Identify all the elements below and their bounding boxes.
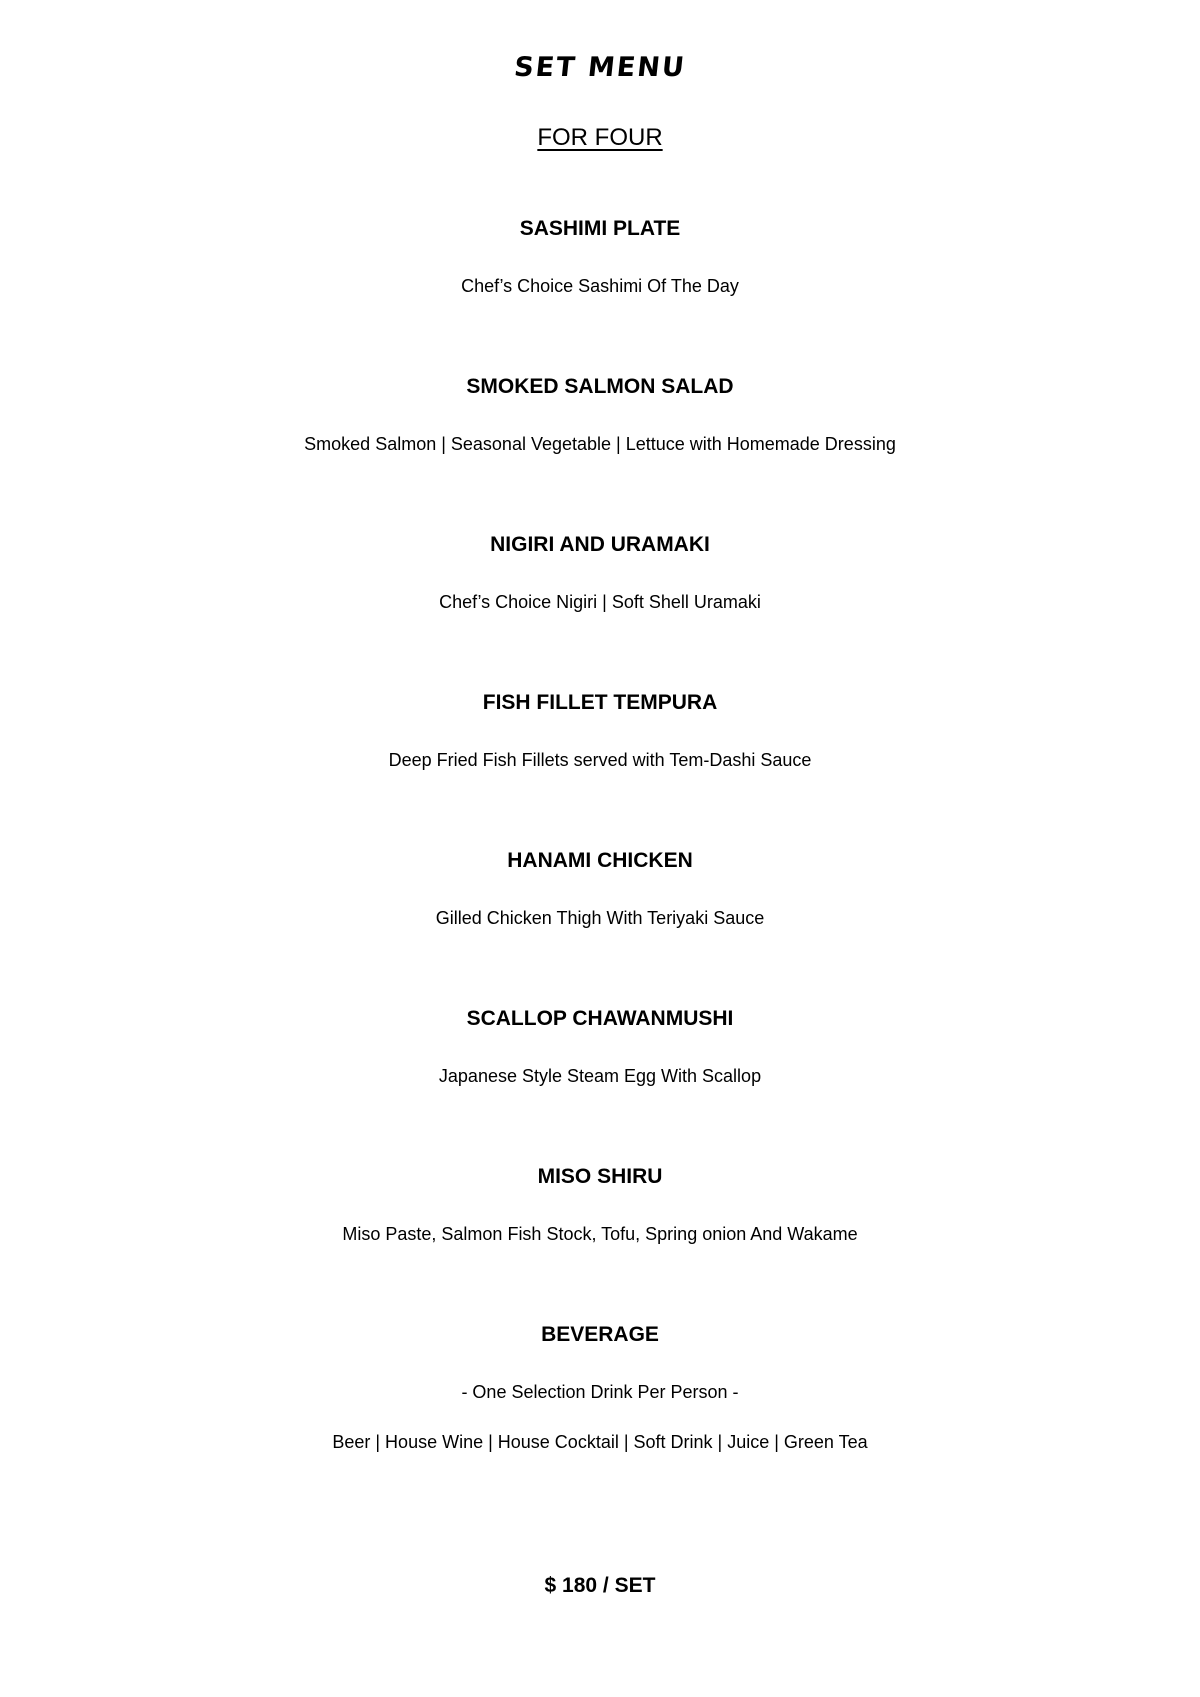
course-description-fish-fillet-tempura: Deep Fried Fish Fillets served with Tem-Dashi Sauce (388, 750, 812, 770)
course-name-nigiri-and-uramaki: NIGIRI AND URAMAKI (490, 533, 710, 556)
menu-title: SET MENU (512, 52, 688, 83)
course-name-scallop-chawanmushi: SCALLOP CHAWANMUSHI (466, 1007, 734, 1030)
course-description-sashimi-plate: Chef’s Choice Sashimi Of The Day (461, 276, 739, 296)
course-name-fish-fillet-tempura: FISH FILLET TEMPURA (482, 691, 718, 714)
course-name-smoked-salmon-salad: SMOKED SALMON SALAD (466, 375, 734, 398)
beverage-note: - One Selection Drink Per Person - (461, 1382, 739, 1402)
course-name-beverage: BEVERAGE (541, 1323, 659, 1346)
course-description-scallop-chawanmushi: Japanese Style Steam Egg With Scallop (438, 1066, 762, 1086)
menu-subtitle (0, 124, 1200, 152)
beverage-options: Beer | House Wine | House Cocktail | Soft Drink | Juice | Green Tea (332, 1432, 868, 1452)
course-description-miso-shiru: Miso Paste, Salmon Fish Stock, Tofu, Spring onion And Wakame (342, 1224, 858, 1244)
menu-subtitle-text: FOR FOUR (537, 124, 663, 151)
set-price: $ 180 / SET (544, 1574, 656, 1597)
course-name-hanami-chicken: HANAMI CHICKEN (507, 849, 693, 872)
course-description-hanami-chicken: Gilled Chicken Thigh With Teriyaki Sauce (435, 908, 765, 928)
course-name-miso-shiru: MISO SHIRU (537, 1165, 663, 1188)
course-name-sashimi-plate: SASHIMI PLATE (519, 217, 681, 240)
course-description-nigiri-and-uramaki: Chef’s Choice Nigiri | Soft Shell Uramaki (439, 592, 761, 612)
course-description-smoked-salmon-salad: Smoked Salmon | Seasonal Vegetable | Lettuce with Homemade Dressing (304, 434, 896, 454)
